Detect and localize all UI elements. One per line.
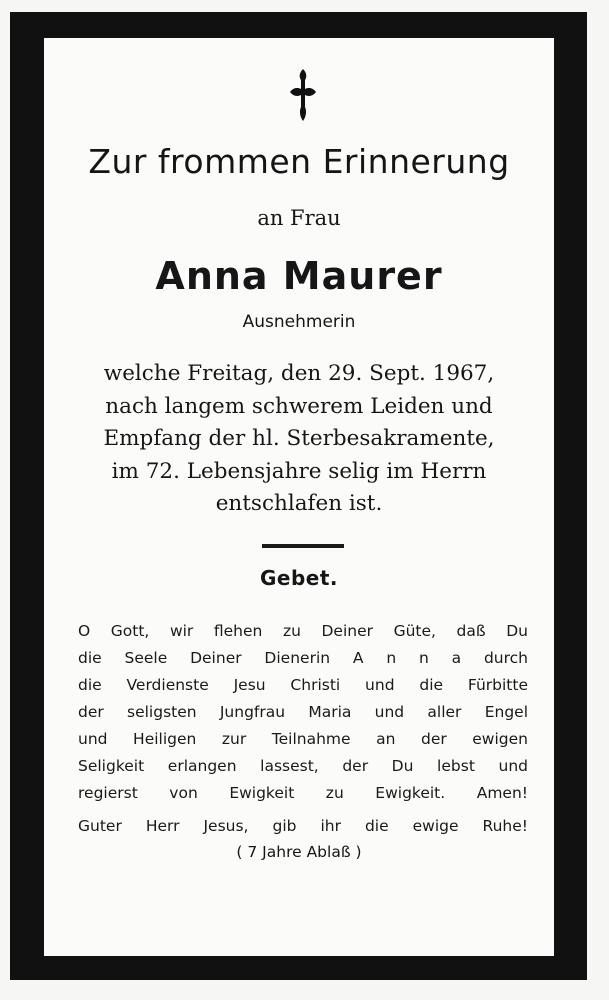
card-title: Zur frommen Erinnerung: [88, 142, 510, 181]
prayer-line: Seligkeit erlangen lassest, der Du lebst und: [78, 757, 528, 775]
prayer-heading: Gebet.: [259, 566, 339, 590]
prayer-line: regierst von Ewigkeit zu Ewigkeit. Amen!: [78, 784, 528, 802]
death-line: im 72. Lebensjahre selig im Herrn: [111, 458, 487, 484]
divider-rule: [262, 544, 344, 548]
prayer-line: die Seele Deiner Dienerin A n n a durch: [78, 649, 528, 667]
invocation: Guter Herr Jesus, gib ihr die ewige Ruhe!: [78, 817, 528, 835]
cross-icon: [288, 67, 318, 123]
occupation: Ausnehmerin: [242, 312, 356, 332]
death-line: nach langem schwerem Leiden und: [105, 393, 493, 419]
salutation: an Frau: [257, 206, 341, 230]
death-line: entschlafen ist.: [215, 491, 383, 516]
prayer-text: [78, 618, 528, 840]
death-line: welche Freitag, den 29. Sept. 1967,: [103, 361, 495, 386]
deceased-name: Anna Maurer: [155, 254, 443, 298]
death-notice: [44, 358, 554, 521]
prayer-line: der seligsten Jungfrau Maria und aller Engel: [78, 703, 528, 721]
prayer-line: die Verdienste Jesu Christi und die Fürbitte: [78, 676, 528, 694]
death-line: Empfang der hl. Sterbesakramente,: [103, 426, 495, 451]
indulgence-note: ( 7 Jahre Ablaß ): [236, 843, 362, 861]
prayer-line: O Gott, wir flehen zu Deiner Güte, daß Du: [78, 622, 528, 640]
prayer-line: und Heiligen zur Teilnahme an der ewigen: [78, 730, 528, 748]
